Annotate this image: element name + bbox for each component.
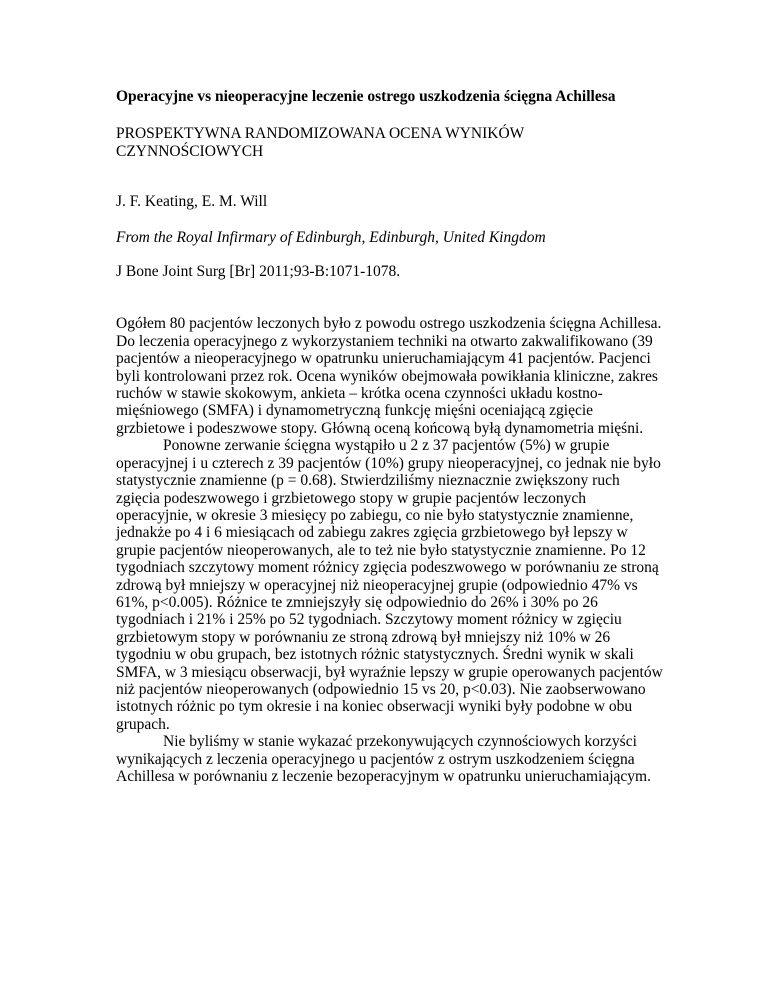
abstract-paragraph-3: Nie byliśmy w stanie wykazać przekonywujących czynnościowych korzyści wynikających z leczenia operacyjnego u pacjentów z ostrym uszkodzeniem ścięgna Achillesa w porównaniu z leczenie bezoperacyjnym w opatrunku unieruchamiającym. — [116, 733, 651, 785]
affiliation: From the Royal Infirmary of Edinburgh, Edinburgh, United Kingdom — [116, 228, 546, 246]
citation: J Bone Joint Surg [Br] 2011;93-B:1071-1078. — [116, 263, 401, 281]
abstract-paragraph-2: Ponowne zerwanie ścięgna wystąpiło u 2 z 37 pacjentów (5%) w grupie operacyjnej i u czterech z 39 pacjentów (10%) grupy nieoperacyjnej, co jednak nie było statystycznie znamienne (p = 0.68). Stwierdziliśmy nieznacznie zwiększony ruch zgięcia podeszwowego i grzbietowego stopy w grupie pacjentów leczonych operacyjnie, w okresie 3 miesięcy po zabiegu, co nie było statystycznie znamienne, jednakże po 4 i 6 miesiącach od zabiegu zakres zgięcia grzbietowego był lepszy w grupie pacjentów nieoperowanych, ale to też nie było statystycznie znamienne. Po 12 tygodniach szczytowy moment różnicy zgięcia podeszwowego w porównaniu ze stroną zdrową był mniejszy w operacyjnej niż nieoperacyjnej grupie (odpowiednio 47% vs 61%, p<0.005). Różnice te zmniejszyły się odpowiednio do 26% i 30% po 26 tygodniach i 21% i 25% po 52 tygodniach. Szczytowy moment różnicy w zgięciu grzbietowym stopy w porównaniu ze stroną zdrową był mniejszy niż 10% w 26 tygodniu w obu grupach, bez istotnych różnic statystycznych. Średni wynik w skali SMFA, w 3 miesiącu obserwacji, był wyraźnie lepszy w grupie operowanych pacjentów niż pacjentów nieoperowanych (odpowiednio 15 vs 20, p<0.03). Nie zaobserwowano istotnych różnic po tym okresie i na koniec obserwacji wyniki były podobne w obu grupach. — [116, 437, 663, 733]
abstract — [116, 315, 664, 785]
document-title: Operacyjne vs nieoperacyjne leczenie ostrego uszkodzenia ścięgna Achillesa — [116, 88, 616, 105]
abstract-paragraph-1: Ogółem 80 pacjentów leczonych było z powodu ostrego uszkodzenia ścięgna Achillesa. Do leczenia operacyjnego z wykorzystaniem techniki na otwarto zakwalifikowano (39 pacjentów a nieoperacyjnego w opatrunku unieruchamiającym 41 pacjentów. Pacjenci byli kontrolowani przez rok. Ocena wyników obejmowała powikłania kliniczne, zakres ruchów w stawie skokowym, ankieta – krótka ocena czynności układu kostno-mięśniowego (SMFA) i dynamometryczną funkcję mięśni oceniającą zgięcie grzbietowe i podeszwowe stopy. Główną oceną końcową byłą dynamometria mięśni. — [116, 315, 662, 437]
authors: J. F. Keating, E. M. Will — [116, 193, 268, 211]
document-subtitle: PROSPEKTYWNA RANDOMIZOWANA OCENA WYNIKÓW CZYNNOŚCIOWYCH — [116, 125, 525, 160]
document-page — [116, 88, 664, 785]
